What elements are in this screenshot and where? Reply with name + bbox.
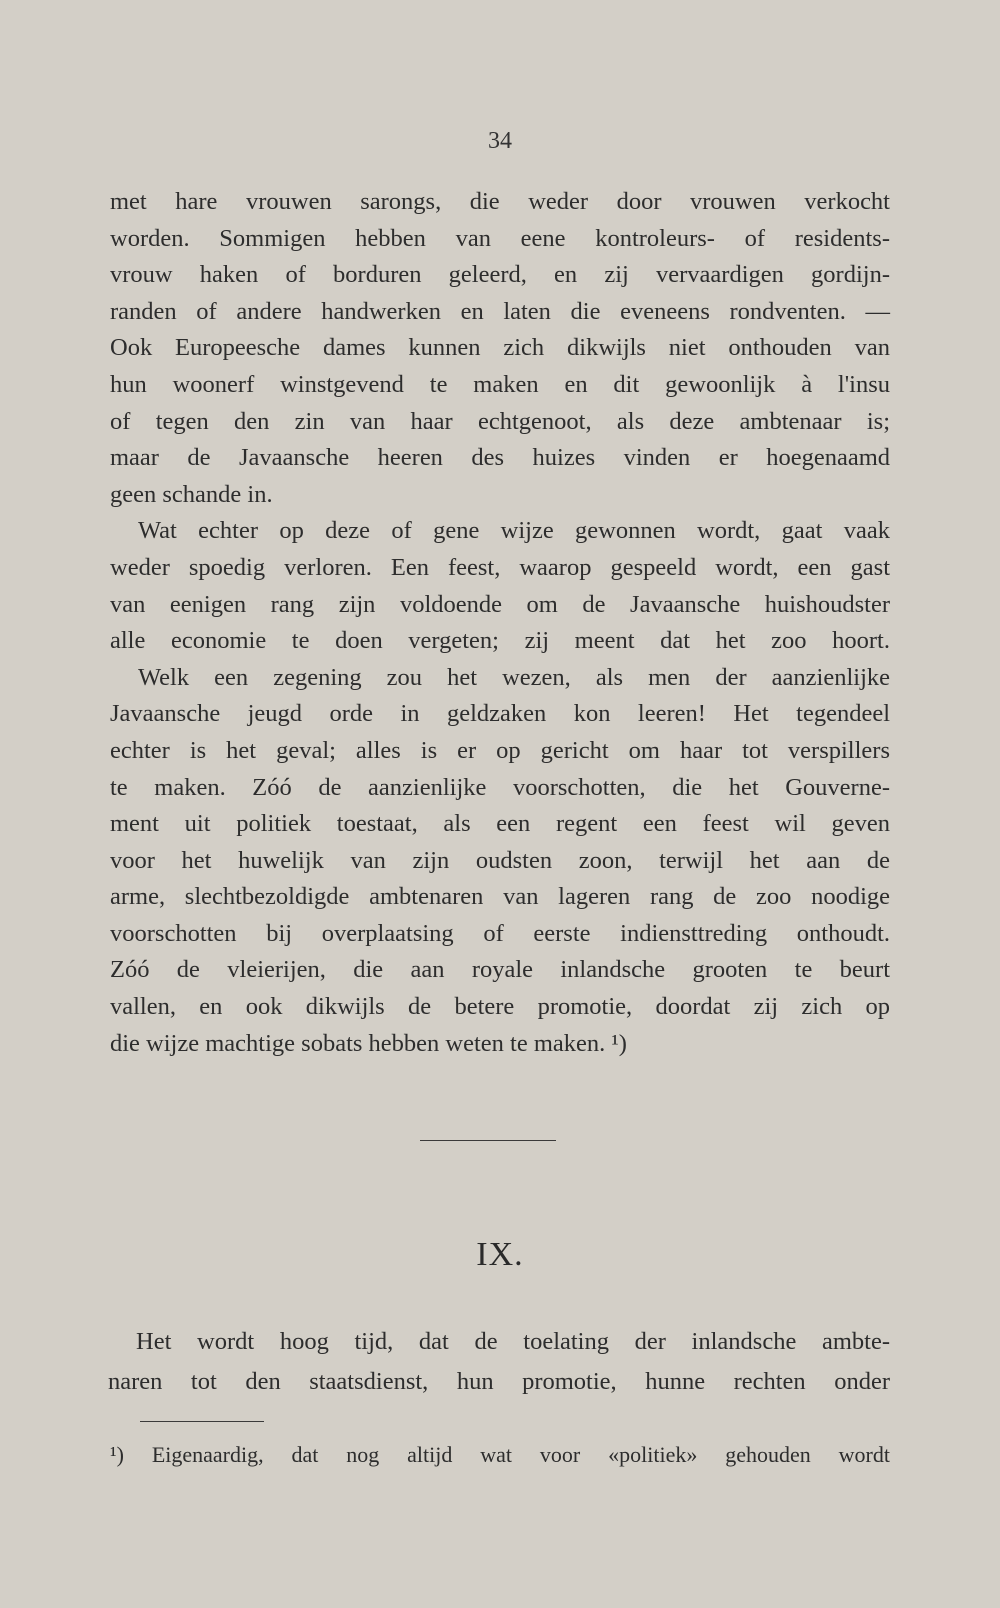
text-line: Ook Europeesche dames kunnen zich dikwijls niet onthouden van (110, 334, 890, 362)
text-line: Wat echter op deze of gene wijze gewonnen wordt, gaat vaak (138, 517, 890, 545)
text-line: of tegen den zin van haar echtgenoot, als deze ambtenaar is; (110, 407, 890, 435)
text-line: vallen, en ook dikwijls de betere promotie, doordat zij zich op (110, 993, 890, 1021)
text-line: geen schande in. (110, 480, 273, 508)
section-divider (420, 1140, 556, 1141)
text-line: vrouw haken of borduren geleerd, en zij vervaardigen gordijn- (110, 261, 890, 289)
text-line: randen of andere handwerken en laten die eveneens rondventen. — (110, 297, 890, 325)
text-line: Welk een zegening zou het wezen, als men der aanzienlijke (138, 663, 890, 691)
text-line: Zóó de vleierijen, die aan royale inlandsche grooten te beurt (110, 956, 890, 984)
text-line: arme, slechtbezoldigde ambtenaren van lageren rang de zoo noodige (110, 883, 890, 911)
text-line: echter is het geval; alles is er op gericht om haar tot verspillers (110, 736, 890, 764)
text-line: voor het huwelijk van zijn oudsten zoon, terwijl het aan de (110, 846, 890, 874)
footnote (110, 1440, 890, 1470)
text-line: van eenigen rang zijn voldoende om de Javaansche huishoudster (110, 590, 890, 618)
text-line: worden. Sommigen hebben van eene kontroleurs- of residents- (110, 224, 890, 252)
text-line: die wijze machtige sobats hebben weten te maken. ¹) (110, 1029, 627, 1057)
text-line: alle economie te doen vergeten; zij meent dat het zoo hoort. (110, 627, 890, 655)
page-number: 34 (488, 128, 512, 154)
text-line: te maken. Zóó de aanzienlijke voorschotten, die het Gouverne- (110, 773, 890, 801)
text-line: Het wordt hoog tijd, dat de toelating der inlandsche ambte- (136, 1328, 890, 1355)
section-heading: IX. (476, 1236, 524, 1273)
text-line: naren tot den staatsdienst, hun promotie, hunne rechten onder (108, 1368, 890, 1395)
text-line: ment uit politiek toestaat, als een regent een feest wil geven (110, 810, 890, 838)
text-line: weder spoedig verloren. Een feest, waarop gespeeld wordt, een gast (110, 553, 890, 581)
text-line: met hare vrouwen sarongs, die weder door vrouwen verkocht (110, 188, 890, 215)
footnote-text: ¹) Eigenaardig, dat nog altijd wat voor «politiek» gehouden wordt (110, 1442, 890, 1467)
text-line: hun woonerf winstgevend te maken en dit gewoonlijk à l'insu (110, 370, 890, 398)
text-line: maar de Javaansche heeren des huizes vinden er hoegenaamd (110, 444, 890, 472)
body-text (110, 184, 890, 1062)
footnote-divider (140, 1421, 264, 1422)
text-line: Javaansche jeugd orde in geldzaken kon leeren! Het tegendeel (110, 700, 890, 728)
section-text (108, 1322, 890, 1402)
text-line: voorschotten bij overplaatsing of eerste indiensttreding onthoudt. (110, 919, 890, 947)
